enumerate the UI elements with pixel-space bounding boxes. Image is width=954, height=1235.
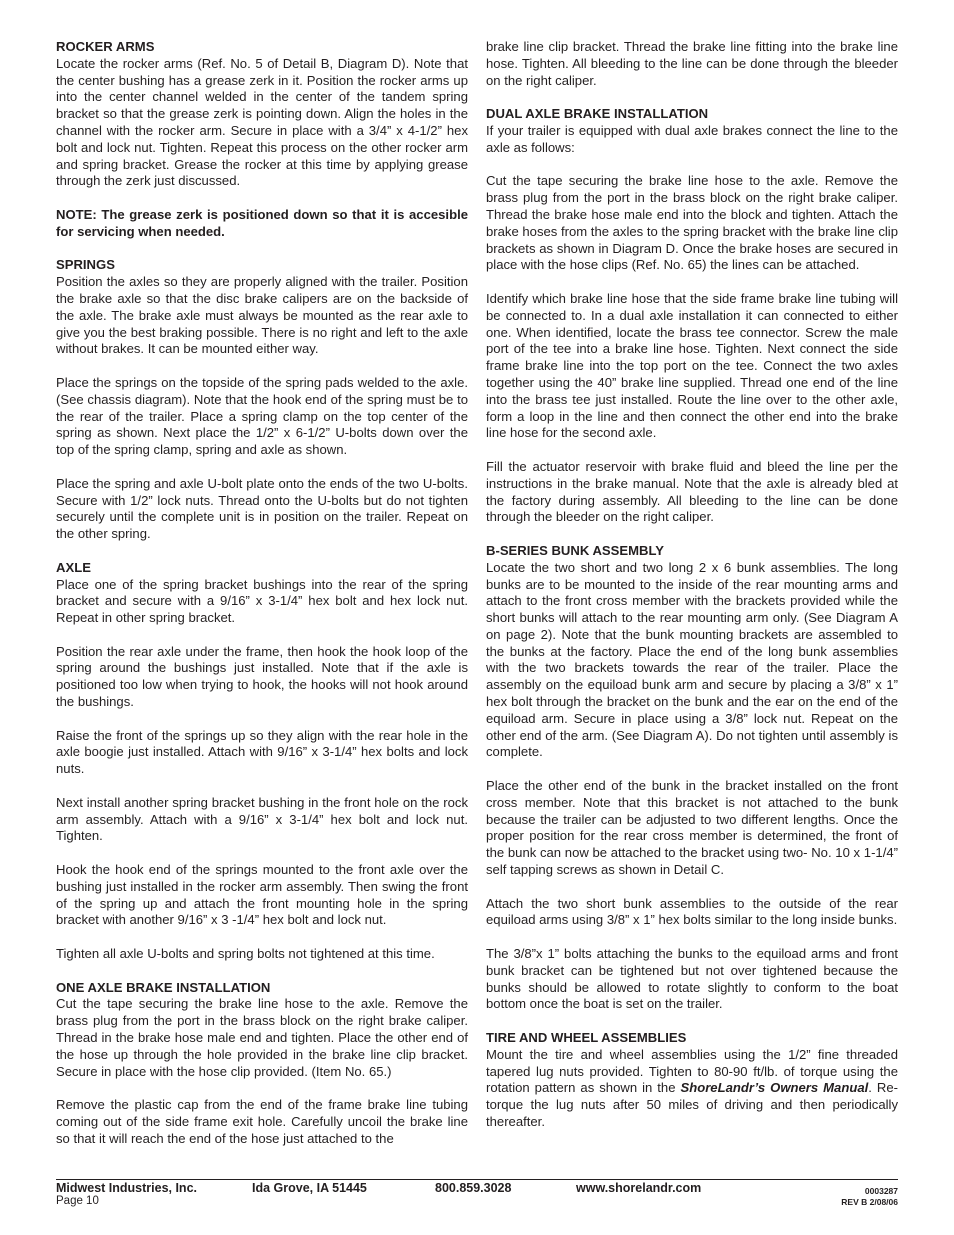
page-number: Page 10 — [56, 1195, 99, 1207]
one-axle-brake-paragraph-2: Remove the plastic cap from the end of the frame brake line tubing coming out of the side frame exit hole. Carefully uncoil the brake line so that it will reach the end of the hose just attached to the — [56, 1097, 468, 1146]
one-axle-brake-paragraph-1: Cut the tape securing the brake line hose to the axle. Remove the brass plug from the port in the brass block on the right brake caliper. Thread in the brake hose male end and tighten. Place the other end of the hose up through the hole provided in the brake line clip bracket. Secure in place with the hose clip provided. (Item No. 65.) — [56, 996, 468, 1079]
axle-paragraph-5: Hook the hook end of the springs mounted to the front axle over the bushing just installed in the rocker arm assembly. Then swing the front of the spring up and attach the front mounting hole in the spring bracket with another 9/16” x 3 -1/4” hex bolt and lock nut. — [56, 862, 468, 928]
axle-paragraph-1: Place one of the spring bracket bushings into the rear of the spring bracket and secure with a 9/16” x 3-1/4” hex bolt and hex lock nut. Repeat in other spring bracket. — [56, 576, 468, 626]
footer-phone: 800.859.3028 — [435, 1181, 512, 1195]
document-number: 0003287 — [864, 1186, 898, 1196]
left-column — [56, 39, 468, 1148]
rocker-arms-heading: ROCKER ARMS — [56, 39, 155, 54]
one-axle-brake-heading: ONE AXLE BRAKE INSTALLATION — [56, 979, 271, 995]
footer-divider — [56, 1179, 898, 1180]
right-column — [486, 39, 898, 1131]
tire-wheel-heading: TIRE AND WHEEL ASSEMBLIES — [486, 1030, 687, 1046]
axle-paragraph-6: Tighten all axle U-bolts and spring bolts not tightened at this time. — [56, 946, 435, 962]
bunk-assembly-paragraph-4: The 3/8”x 1” bolts attaching the bunks to the equiload arms and front bunk bracket can be tightened but not over tightened because the bunks should be allowed to rotate slightly to conform to the boat bottom once the boat is set on the trailer. — [486, 946, 898, 1012]
dual-axle-brake-heading: DUAL AXLE BRAKE INSTALLATION — [486, 106, 709, 122]
axle-heading: AXLE — [56, 559, 91, 575]
grease-zerk-note: NOTE: The grease zerk is positioned down so that it is accesible for servicing when needed. — [56, 206, 468, 239]
owners-manual-reference: ShoreLandr’s Owners Manual — [680, 1080, 869, 1096]
axle-paragraph-3: Raise the front of the springs up so they align with the rear hole in the axle boogie just installed. Attach with 9/16” x 3-1/4” hex bolts and lock nuts. — [56, 727, 468, 777]
footer-company: Midwest Industries, Inc. — [56, 1181, 197, 1195]
dual-axle-brake-paragraph-2: Cut the tape securing the brake line hose to the axle. Remove the brass plug from the port in the brass block on the right brake caliper. Thread the brake hose male end into the block and tighten. Attach the brake hoses from the axles to the spring bracket with the brake line clip brackets as shown in Diagram D. Once the brake hoses are secured in place with the hose clips (Ref. No. 65) the lines can be attached. — [486, 173, 898, 273]
footer-website: www.shorelandr.com — [576, 1181, 702, 1195]
bunk-assembly-paragraph-1: Locate the two short and two long 2 x 6 bunk assemblies. The long bunks are to be mounted to the inside of the rear mounting arms and attach to the front cross member with the brackets provided while the short bunks will attach to the rear mounting arm only. (See Diagram A on page 2). Note that the bunk mounting brackets are assembled to the bunks at the factory. Place the end of the long bunk assemblies with the two brackets towards the rear of the trailer. Place the assembly on the equiload bunk arm and secure by placing a 3/8” x 1” hex bolt through the bracket on the bunk and the ear on the end of the equiload arm. Secure in place using a 3/8” lock nut. Repeat on the other end of the arm. (See Diagram A). Do not tighten until assembly is complete. — [486, 559, 898, 760]
axle-paragraph-2: Position the rear axle under the frame, then hook the hook loop of the spring around the bushings just installed. Note that if the axle is positioned too low when trying to hook, the hooks will not hook around the bushings. — [56, 643, 468, 710]
bunk-assembly-paragraph-3: Attach the two short bunk assemblies to the outside of the rear equiload arms using 3/8” x 1” hex bolts similar to the long inside bunks. — [486, 895, 898, 928]
springs-paragraph-2: Place the springs on the topside of the spring pads welded to the axle. (See chassis diagram). Note that the hook end of the spring must be to the rear of the trailer. Place a spring clamp on the top center of the spring as shown. Next place the 1/2” x 6-1/2” U-bolts down over the top of the spring clamp, spring and axle as shown. — [56, 374, 468, 458]
springs-heading: SPRINGS — [56, 257, 115, 273]
bunk-assembly-heading: B-SERIES BUNK ASSEMBLY — [486, 542, 665, 558]
dual-axle-brake-paragraph-4: Fill the actuator reservoir with brake fluid and bleed the line per the instructions in the brake manual. Note that the axle is already bled at the factory during assembly. All bleeding to the line can be done through the bleeder on the right caliper. — [486, 458, 898, 525]
axle-paragraph-4: Next install another spring bracket bushing in the front hole on the rock arm assembly. Attach with a 9/16” x 3-1/4” hex bolt and lock nut. Tighten. — [56, 794, 468, 844]
dual-axle-brake-paragraph-1: If your trailer is equipped with dual axle brakes connect the line to the axle as follows: — [486, 122, 898, 155]
tire-wheel-text-a: Mount the tire and wheel assemblies using the 1/2” fine threaded tapered lug nuts provided. Tighten to 80-90 ft/lb. of torque using the rotation pattern as shown in the — [486, 1046, 898, 1096]
springs-paragraph-1: Position the axles so they are properly aligned with the trailer. Position the brake axle so that the disc brake calipers are on the backside of the axle. The brake axle must always be mounted as the rear axle to give you the best braking possible. There is no right and left to the axle without brakes. It can be mounted either way. — [56, 274, 468, 357]
dual-axle-brake-paragraph-3: Identify which brake line hose that the side frame brake line tubing will be connected to. In a dual axle installation it can connected to either one. When identified, locate the brass tee connector. Screw the male port of the tee into a brake line hose. Tighten. Next connect the side frame brake line into the top port on the tee. Connect the two axles together using the 40” brake line supplied. Thread one end of the line into the brass tee just installed. Route the line over to the other axle, form a loop in the line and then connect the other end into the brake line hose for the second axle. — [486, 290, 898, 441]
springs-paragraph-3: Place the spring and axle U-bolt plate onto the ends of the two U-bolts. Secure with 1/2” lock nuts. Thread onto the U-bolts but do not tighten securely until the complete unit is in position on the trailer. Repeat on the other spring. — [56, 475, 468, 542]
continued-paragraph: brake line clip bracket. Thread the brake line fitting into the brake line hose. Tighten. All bleeding to the line can be done through the bleeder on the right caliper. — [486, 39, 898, 88]
tire-wheel-paragraph — [486, 1047, 898, 1131]
bunk-assembly-paragraph-2: Place the other end of the bunk in the bracket installed on the front cross member. Note that this bracket is not attached to the bunk because the trailer can be adjusted to two different lengths. Once the proper position for the rear cross member is determined, the front of the bunk can now be attached to the bracket using two- No. 10 x 1-1/4” self tapping screws as shown in Detail C. — [486, 778, 898, 878]
footer-city: Ida Grove, IA 51445 — [252, 1181, 367, 1195]
document-number-block — [841, 1186, 898, 1207]
rocker-arms-paragraph: Locate the rocker arms (Ref. No. 5 of Detail B, Diagram D). Note that the center bushing has a grease zerk in it. Position the rocker arms up into the center channel welded in the center of the tandem spring bracket so that the grease zerk is pointing down. Align the holes in the channel with the rocker arm. Secure in place with a 3/4” x 4-1/2” hex bolt and lock nut. Tighten. Repeat this process on the other rocker arm and spring bracket. Grease the rocker at this time by applying grease through the zerk just discussed. — [56, 55, 468, 189]
tire-wheel-text-b: . Re-torque the lug nuts after 50 miles of driving and then periodically thereafter. — [486, 1080, 898, 1129]
revision-date: REV B 2/08/06 — [841, 1196, 898, 1207]
page-footer — [56, 1181, 898, 1211]
